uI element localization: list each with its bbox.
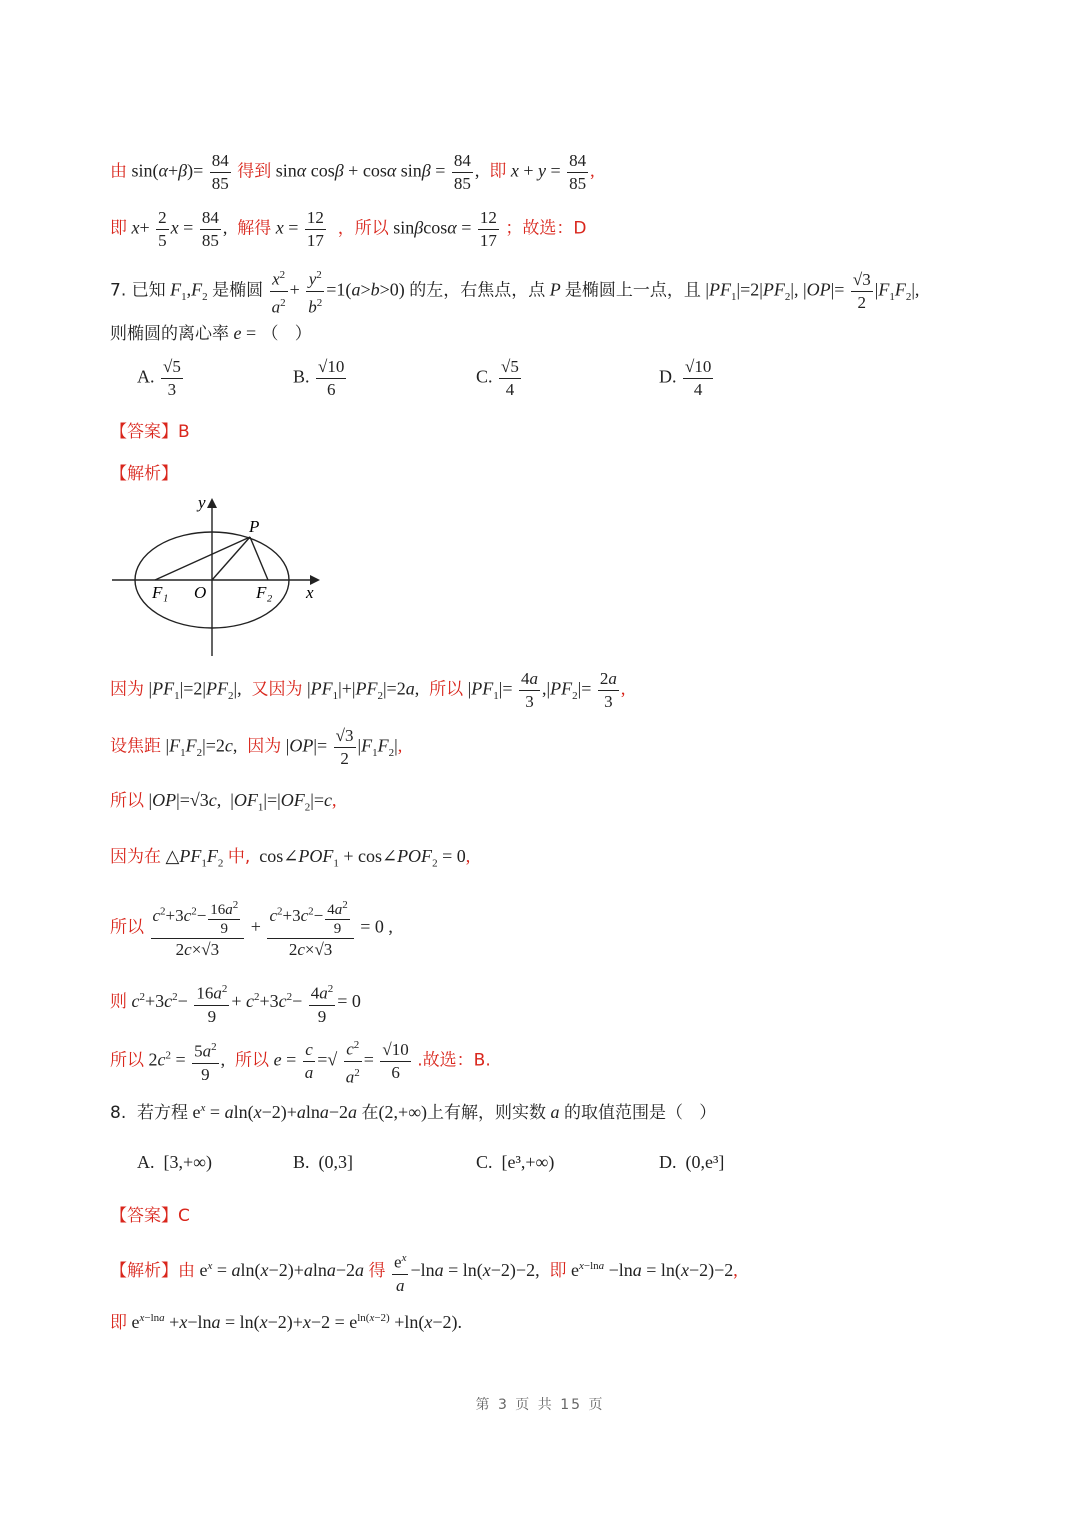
q7-option-b: B. $\frac{√10}{6}$ bbox=[293, 357, 345, 399]
q8-option-a: A. [3,+∞) bbox=[137, 1152, 212, 1172]
q7-analysis-label: 【解析】 bbox=[110, 464, 178, 484]
q7-step-2: 设焦距 $|F_1F_2|=2c$, 因为 |OP|= $\frac{√3}{2}$ $|F_1F_2|$, bbox=[110, 726, 403, 768]
question-7-ask: 则椭圆的离心率 e = （ ） bbox=[110, 323, 312, 344]
q8-option-c: C. [e³,+∞) bbox=[476, 1152, 555, 1172]
segment-o-p bbox=[212, 537, 250, 580]
solution-line-1: 由 sin(α+β)= $\frac{84}{85}$ 得到 sinα cosβ + cosα sinβ = $\frac{84}{85}$ , 即 x + y = $\frac{84}{85}$ , bbox=[110, 151, 595, 193]
q8-option-b: B. (0,3] bbox=[293, 1152, 354, 1172]
question-8-stem: 8. 若方程 $e^x = aln(x-2)+alna-2a$ 在(2,+∞)上有解，则实数 a 的取值范围是（ ） bbox=[110, 1102, 717, 1123]
y-axis-label: y bbox=[198, 493, 206, 512]
solution-line-2: 即 x+ $\frac{2}{5}$ x = $\frac{84}{85}$ , 解得 x = $\frac{12}{17}$ ，所以 sinβcosα = $\frac{12}{17}$ ；故选：D bbox=[110, 208, 587, 250]
q8-option-d: D. (0,e³] bbox=[659, 1152, 725, 1172]
q7-step-3: 所以 |OP|=√3c, $|OF_1|=|OF_2|=c$, bbox=[110, 790, 337, 814]
q8-answer: 【答案】C bbox=[110, 1206, 190, 1226]
origin-label: O bbox=[194, 583, 207, 602]
point-p-label: P bbox=[249, 517, 260, 536]
x-axis-label: x bbox=[306, 583, 314, 602]
ellipse-diagram bbox=[108, 490, 328, 660]
segment-f1-p bbox=[155, 537, 250, 580]
q7-option-d: D. $\frac{√10}{4}$ bbox=[659, 357, 712, 399]
focus-f2-label: F₂ bbox=[256, 583, 273, 602]
y-axis-arrow-icon bbox=[207, 498, 217, 508]
q8-analysis-line-1: 【解析】由 $e^x = aln(x-2)+alna-2a$ 得 $\frac{e^x}{a}$ −lna = ln(x−2)−2, 即 $e^{x-lna} -\ln a = \ln(x-2)-2$, bbox=[110, 1247, 738, 1297]
q7-step-4: 因为在 $\triangle PF_1F_2$ 中, $\cos\angle POF_1$ + $\cos\angle POF_2 = 0$, bbox=[110, 846, 471, 870]
q7-step-7: 所以 $2c^2$ = $\frac{5a^2}{9}$ , 所以 e = $\frac{c}{a}$ =√ $\frac{c^2}{a^2}$ = $\frac{√10}{6}$ .故选：B. bbox=[110, 1034, 491, 1088]
q7-step-6: 则 $c^2+3c^2-$ $\frac{16a^2}{9}$ + $c^2+3c^2-$ $\frac{4a^2}{9}$ = 0 bbox=[110, 978, 361, 1028]
segment-f2-p bbox=[250, 537, 268, 580]
focus-f1-label: F₁ bbox=[152, 583, 169, 602]
page-footer: 第 3 页 共 15 页 bbox=[475, 1397, 605, 1413]
q7-step-1: 因为 $|PF_1|=2|PF_2|$, 又因为 $|PF_1|+|PF_2|=2a$, 所以 $|PF_1|=$ $\frac{4a}{3}$ $,|PF_2|=$ $\frac{2a}{3}$ , bbox=[110, 669, 626, 711]
q7-option-a: A. $\frac{√5}{3}$ bbox=[137, 357, 181, 399]
q8-analysis-line-2: 即 $e^{x-lna} +x-\ln a = \ln(x-2)+x-2 = e^{ln(x-2)} +\ln(x-2)$. bbox=[110, 1312, 463, 1333]
q7-option-c: C. $\frac{√5}{4}$ bbox=[476, 357, 519, 399]
question-7-stem: 7. 已知 $F_1,F_2$ 是椭圆 $\frac{x^2}{a^2}$ + $\frac{y^2}{b^2}$ =1(a>b>0) 的左，右焦点，点 P 是椭圆上一点，且 $|PF_1|=2|PF_2|$, |OP|= $\frac{√3}{2}$ $|F_1F_2|$, bbox=[110, 264, 919, 318]
q7-answer: 【答案】B bbox=[110, 422, 190, 442]
q7-step-5: 所以 $c^2+3c^2-$ $\frac{16a^2}{9}$ 2c×√3 + $c^2+3c^2-$ $\frac{4a^2}{9}$ 2c×√3 = 0 , bbox=[110, 896, 393, 961]
